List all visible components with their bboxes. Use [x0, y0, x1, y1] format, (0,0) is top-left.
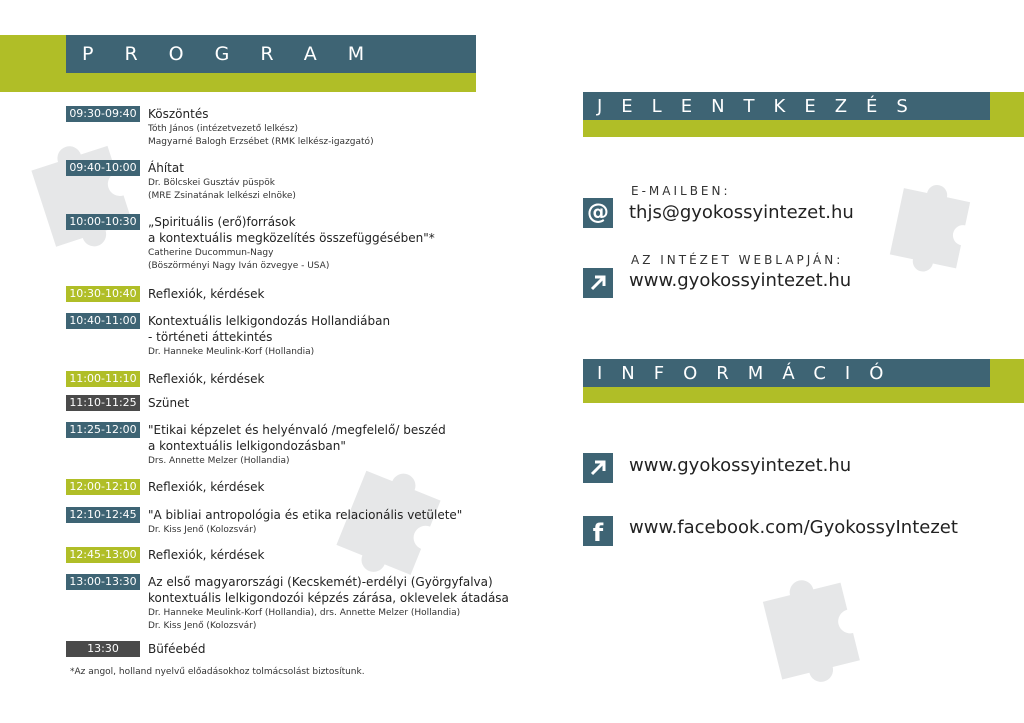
- program-item-title: Reflexiók, kérdések: [148, 480, 265, 494]
- facebook-icon: f: [583, 516, 613, 546]
- time-badge: 10:00-10:30: [66, 214, 140, 230]
- time-badge: 11:00-11:10: [66, 371, 140, 387]
- time-badge: 11:25-12:00: [66, 422, 140, 438]
- program-item-title-cont: kontextuális lelkigondozói képzés zárása, oklevelek átadása: [148, 591, 509, 605]
- program-item-speaker: Dr. Hanneke Meulink-Korf (Hollandia), drs. Annette Melzer (Hollandia): [148, 608, 461, 618]
- footnote: *Az angol, holland nyelvű előadásokhoz tolmácsolást biztosítunk.: [70, 667, 365, 677]
- time-badge: 12:00-12:10: [66, 479, 140, 495]
- program-item-speaker: Dr. Kiss Jenő (Kolozsvár): [148, 525, 257, 535]
- program-item-title: „Spirituális (erő)források: [148, 215, 296, 229]
- program-item-title-cont: - történeti áttekintés: [148, 330, 273, 344]
- program-item-title: "Etikai képzelet és helyénvaló /megfelelő/ beszéd: [148, 423, 446, 437]
- program-item-speaker: Dr. Kiss Jenő (Kolozsvár): [148, 621, 257, 631]
- info-web-link[interactable]: www.gyokossyintezet.hu: [629, 455, 852, 476]
- at-icon: @: [583, 198, 613, 228]
- time-badge: 09:30-09:40: [66, 106, 140, 122]
- facebook-link[interactable]: www.facebook.com/GyokossyIntezet: [629, 517, 958, 538]
- program-item-speaker: Magyarné Balogh Erzsébet (RMK lelkész-igazgató): [148, 137, 374, 147]
- email-label: E-MAILBEN:: [631, 184, 731, 198]
- program-heading: PROGRAM: [66, 35, 476, 73]
- external-link-icon: [583, 453, 613, 483]
- time-badge: 12:10-12:45: [66, 507, 140, 523]
- program-item-speaker: Catherine Ducommun-Nagy: [148, 248, 274, 258]
- time-badge: 10:40-11:00: [66, 313, 140, 329]
- program-item-speaker: Drs. Annette Melzer (Hollandia): [148, 456, 290, 466]
- time-badge: 13:30: [66, 641, 140, 657]
- info-heading: INFORMÁCIÓ: [583, 359, 990, 387]
- program-item-title: Reflexiók, kérdések: [148, 287, 265, 301]
- program-item-title: "A bibliai antropológia és etika relacionális vetülete": [148, 508, 463, 522]
- program-item-speaker: (Böszörményi Nagy Iván özvegye - USA): [148, 261, 330, 271]
- web-link[interactable]: www.gyokossyintezet.hu: [629, 270, 852, 291]
- program-item-speaker: (MRE Zsinatának lelkészi elnöke): [148, 191, 296, 201]
- program-item-speaker: Dr. Hanneke Meulink-Korf (Hollandia): [148, 347, 315, 357]
- puzzle-piece-icon: [750, 560, 880, 690]
- program-item-title: Áhítat: [148, 161, 184, 175]
- puzzle-piece-icon: [20, 125, 150, 255]
- program-item-title-cont: a kontextuális megközelítés összefüggésében"*: [148, 231, 435, 245]
- program-item-title: Büféebéd: [148, 642, 206, 656]
- program-item-title: Kontextuális lelkigondozás Hollandiában: [148, 314, 391, 328]
- program-item-title: Szünet: [148, 396, 190, 410]
- email-link[interactable]: thjs@gyokossyintezet.hu: [629, 202, 854, 223]
- web-label: AZ INTÉZET WEBLAPJÁN:: [631, 253, 844, 267]
- time-badge: 12:45-13:00: [66, 547, 140, 563]
- puzzle-piece-icon: [880, 170, 990, 280]
- program-item-speaker: Tóth János (intézetvezető lelkész): [148, 124, 298, 134]
- program-item-title: Az első magyarországi (Kecskemét)-erdélyi (Györgyfalva): [148, 575, 493, 589]
- registration-heading: JELENTKEZÉS: [583, 92, 990, 120]
- time-badge: 10:30-10:40: [66, 286, 140, 302]
- time-badge: 13:00-13:30: [66, 574, 140, 590]
- program-item-speaker: Dr. Bölcskei Gusztáv püspök: [148, 178, 275, 188]
- time-badge: 11:10-11:25: [66, 395, 140, 411]
- external-link-icon: [583, 268, 613, 298]
- program-item-title: Reflexiók, kérdések: [148, 372, 265, 386]
- program-item-title-cont: a kontextuális lelkigondozásban": [148, 439, 346, 453]
- program-item-title: Köszöntés: [148, 107, 209, 121]
- time-badge: 09:40-10:00: [66, 160, 140, 176]
- program-item-title: Reflexiók, kérdések: [148, 548, 265, 562]
